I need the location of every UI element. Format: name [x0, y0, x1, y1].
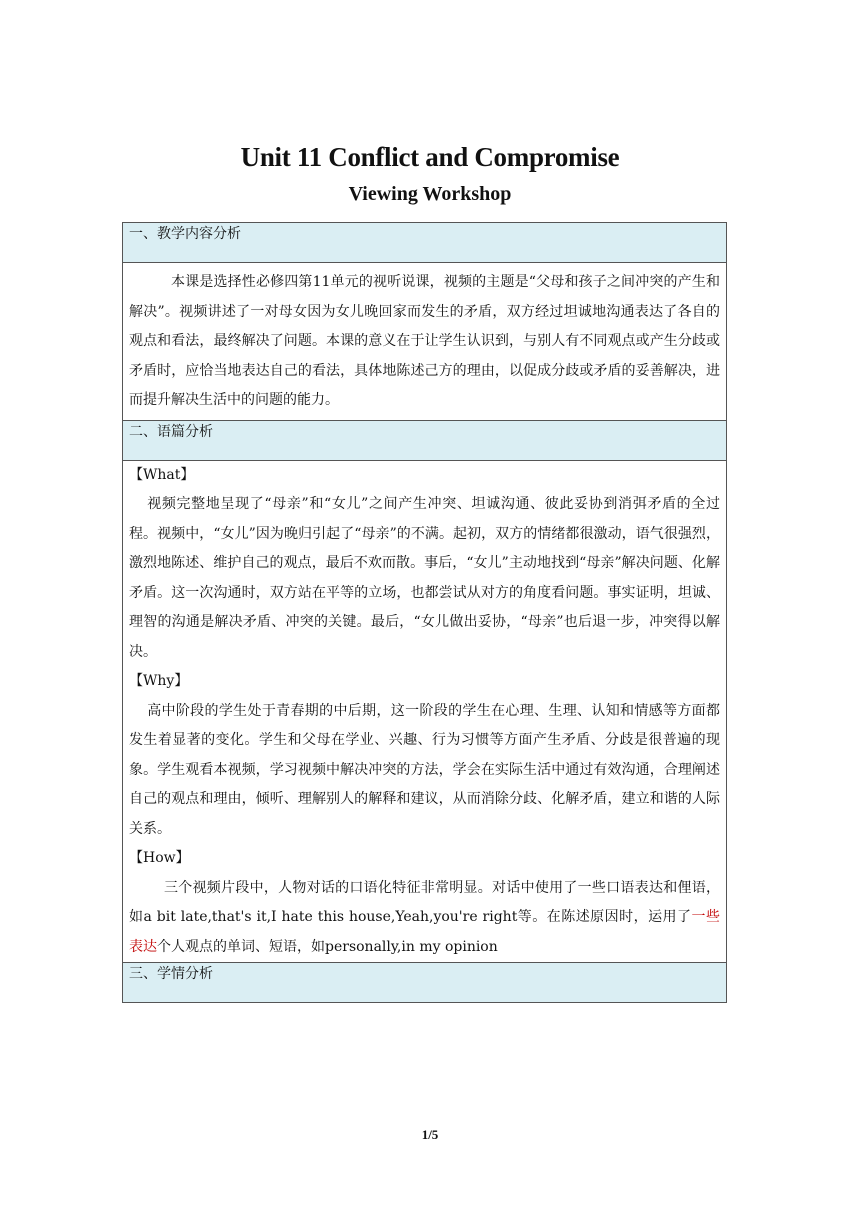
section-heading-learner-analysis: 三、学情分析	[123, 963, 727, 1003]
section-heading-text-analysis: 二、语篇分析	[123, 420, 727, 460]
how-text-end: 个人观点的单词、短语，如personally,in my opinion	[157, 938, 498, 955]
page-number: 1/5	[421, 1127, 439, 1142]
section-header-row	[123, 223, 727, 263]
section-header-row	[123, 420, 727, 460]
document-subtitle: Viewing Workshop	[348, 183, 512, 205]
why-tag: 【Why】	[129, 673, 189, 689]
section-header-row	[123, 963, 727, 1003]
section-body-text-analysis	[123, 460, 727, 963]
section-body-row	[123, 263, 727, 421]
lesson-table	[122, 222, 727, 1003]
how-tag: 【How】	[129, 850, 190, 866]
how-text-highlight: 一些表达	[129, 909, 720, 955]
what-paragraph: 视频完整地呈现了“母亲”和“女儿”之间产生冲突、坦诚沟通、彼此妥协到消弭矛盾的全过程。视频中，“女儿”因为晚归引起了“母亲”的不满。起初，双方的情绪都很激动，语气很强烈，激烈地陈述、维护自己的观点，最后不欢而散。事后，“女儿”主动地找到“母亲”解决问题、化解矛盾。这一次沟通时，双方站在平等的立场，也都尝试从对方的角度看问题。事实证明，坦诚、理智的沟通是解决矛盾、冲突的关键。最后，“女儿做出妥协，“母亲”也后退一步，冲突得以解决。	[129, 496, 720, 660]
document-title: Unit 11 Conflict and Compromise	[240, 142, 620, 172]
how-text-start: 三个视频片段中，人物对话的口语化特征非常明显。对话中使用了一些口语表达和俚语，如a bit late,that's it,I hate this house,Yeah,you're right等。在陈述原因时，运用了	[129, 879, 720, 925]
section-body-row	[123, 460, 727, 963]
why-paragraph: 高中阶段的学生处于青春期的中后期，这一阶段的学生在心理、生理、认知和情感等方面都发生着显著的变化。学生和父母在学业、兴趣、行为习惯等方面产生矛盾、分歧是很普遍的现象。学生观看本视频，学习视频中解决冲突的方法，学会在实际生活中通过有效沟通，合理阐述自己的观点和理由，倾听、理解别人的解释和建议，从而消除分歧、化解矛盾，建立和谐的人际关系。	[129, 702, 720, 837]
what-tag: 【What】	[129, 466, 195, 483]
section-body-content-analysis	[123, 263, 727, 421]
section-heading-content-analysis: 一、教学内容分析	[123, 223, 727, 263]
content-analysis-paragraph: 本课是选择性必修四第11单元的视听说课，视频的主题是“父母和孩子之间冲突的产生和解决”。视频讲述了一对母女因为女儿晚回家而发生的矛盾，双方经过坦诚地沟通表达了各自的观点和看法，最终解决了问题。本课的意义在于让学生认识到，与别人有不同观点或产生分歧或矛盾时，应恰当地表达自己的看法，具体地陈述己方的理由，以促成分歧或矛盾的妥善解决，进而提升解决生活中的问题的能力。	[129, 274, 720, 408]
how-paragraph	[129, 874, 720, 963]
